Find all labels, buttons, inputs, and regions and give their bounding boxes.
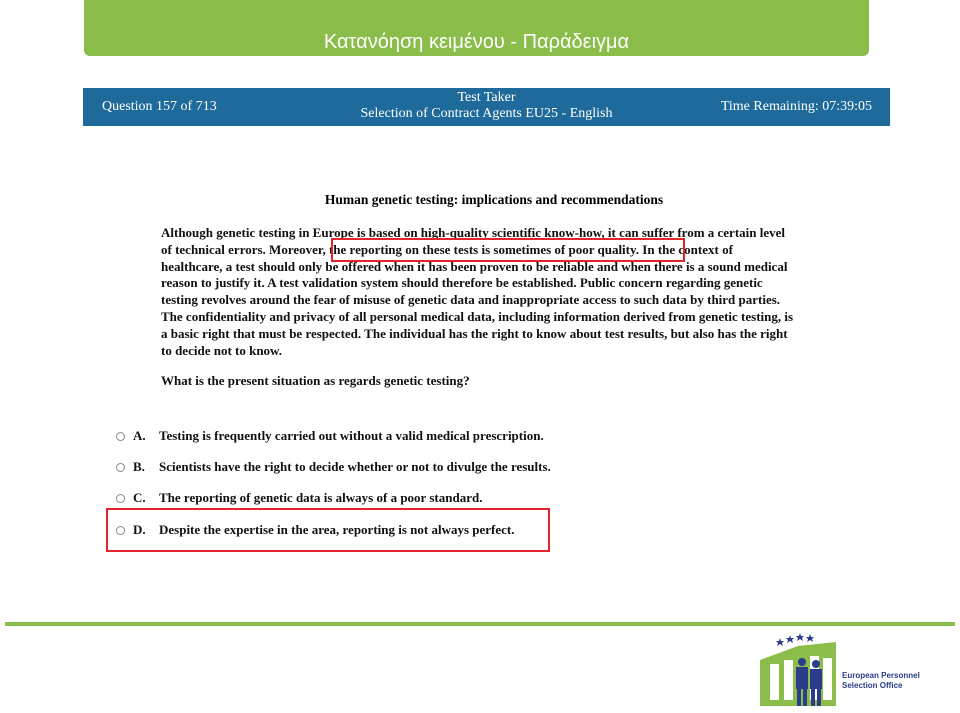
radio-button[interactable] (116, 432, 125, 441)
passage-line: to decide not to know. (161, 342, 282, 358)
option-letter: C. (133, 490, 146, 505)
logo-text-line: European Personnel (842, 671, 920, 680)
option-text: Scientists have the right to decide whether or not to divulge the results. (159, 459, 551, 474)
footer-divider (5, 622, 955, 626)
epso-logo-text (842, 671, 920, 691)
epso-logo-icon (758, 632, 848, 708)
title-banner (84, 0, 869, 56)
option-text: The reporting of genetic data is always of a poor standard. (159, 490, 483, 505)
test-header-bar (83, 88, 890, 126)
option-text: Testing is frequently carried out without a valid medical prescription. (159, 428, 544, 443)
answer-option-c[interactable] (116, 489, 482, 507)
passage-highlight-box (331, 238, 685, 262)
answer-option-a[interactable] (116, 427, 544, 445)
epso-logo (758, 632, 928, 708)
passage-title: Human genetic testing: implications and recommendations (324, 192, 664, 207)
passage-line: Although genetic testing in Europe is based on high-quality scientific know-how, it can suffer from a certain level (161, 225, 786, 240)
passage-line: healthcare, a test should only be offered when it has been proven to be reliable and when there is a sound medical (161, 258, 788, 274)
passage-line: of technical errors. Moreover, the reporting on these tests is sometimes of poor quality. In the context of (161, 241, 733, 257)
logo-text-line: Selection Office (842, 681, 903, 690)
passage-line: reason to justify it. A test validation system should therefore be established. Public concern regarding genetic (161, 275, 763, 291)
passage-line: a basic right that must be respected. The individual has the right to know about test results, but also has the right (161, 325, 788, 341)
option-text: Despite the expertise in the area, reporting is not always perfect. (159, 522, 515, 537)
radio-button[interactable] (116, 463, 125, 472)
test-taker-label: Test Taker (457, 90, 516, 105)
passage-line: testing revolves around the fear of misuse of genetic data and inappropriate access to such data by third parties. (161, 292, 781, 308)
option-letter: D. (133, 522, 146, 537)
option-letter: A. (133, 428, 146, 443)
option-letter: B. (133, 459, 145, 474)
slide-title: Κατανόηση κειμένου - Παράδειγμα (323, 31, 630, 53)
test-name: Selection of Contract Agents EU25 - English (360, 106, 613, 121)
time-remaining: Time Remaining: 07:39:05 (720, 99, 872, 114)
question-text: What is the present situation as regards genetic testing? (161, 373, 470, 388)
answer-highlight-box (106, 508, 550, 552)
radio-button[interactable] (116, 494, 125, 503)
passage-line: The confidentiality and privacy of all personal medical data, including information derived from genetic testing, is (161, 308, 794, 324)
question-counter: Question 157 of 713 (102, 99, 217, 114)
answer-option-b[interactable] (116, 458, 551, 476)
